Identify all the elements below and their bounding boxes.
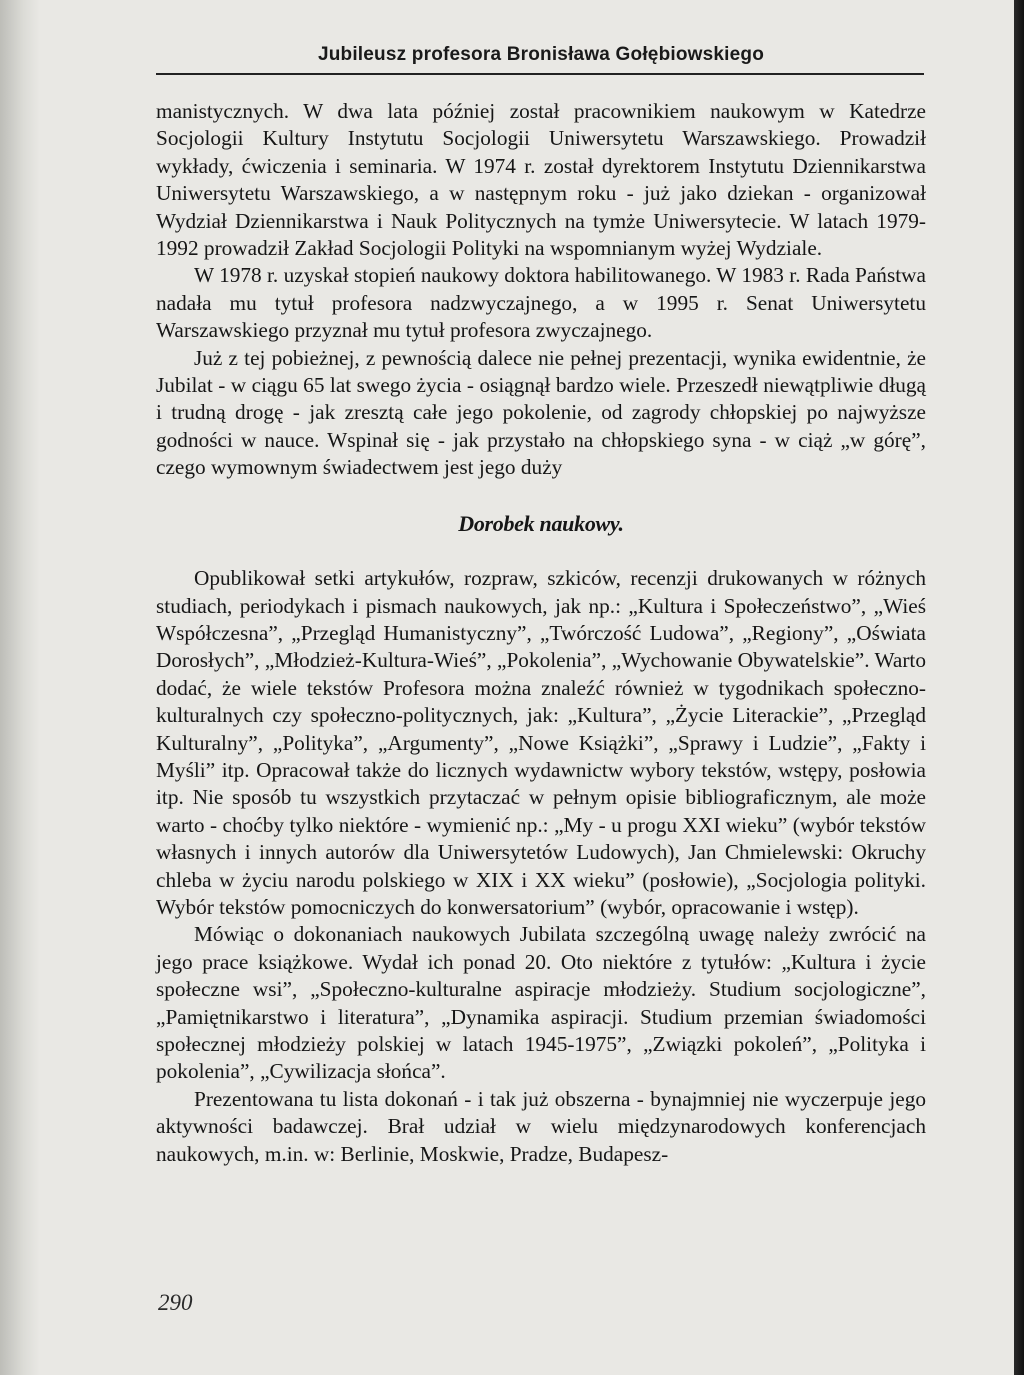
paragraph-6: Prezentowana tu lista dokonań - i tak już obszerna - bynajmniej nie wyczerpuje jego aktywności badawczej. Brał udział w wielu międzynarodowych konferencjach naukowych, m.in. w: Berlinie, Moskwie, Pradze, Budapesz-: [156, 1086, 926, 1166]
paragraph-2: W 1978 r. uzyskał stopień naukowy doktora habilitowanego. W 1983 r. Rada Państwa nadała mu tytuł profesora nadzwyczajnego, a w 1995 r. Senat Uniwersytetu Warszawskiego przyznał mu tytuł profesora zwyczajnego.: [156, 263, 926, 343]
section-heading: Dorobek naukowy.: [458, 510, 624, 536]
paragraph-5: Mówiąc o dokonaniach naukowych Jubilata szczególną uwagę należy zwrócić na jego prace książkowe. Wydał ich ponad 20. Oto niektóre z tytułów: „Kultura i życie społeczne wsi”, „Społeczno-kulturalne aspiracje młodzieży. Studium socjologiczne”, „Pamiętnikarstwo i literatura”, „Dynamika aspiracji. Studium przemian świadomości społecznej młodzieży polskiej w latach 1945-1975”, „Związki pokoleń”, „Polityka i pokolenia”, „Cywilizacja słońca”.: [156, 922, 926, 1084]
scan-border: [1014, 0, 1024, 1375]
page-body: [156, 98, 926, 1168]
page-gutter-shadow: [0, 0, 40, 1375]
header-rule: [156, 73, 924, 75]
paragraph-4: Opublikował setki artykułów, rozpraw, szkiców, recenzji drukowanych w różnych studiach, periodykach i pismach naukowych, jak np.: „Kultura i Społeczeństwo”, „Wieś Współczesna”, „Przegląd Humanistyczny”, „Twórczość Ludowa”, „Regiony”, „Oświata Dorosłych”, „Młodzież-Kultura-Wieś”, „Pokolenia”, „Wychowanie Obywatelskie”. Warto dodać, że wiele tekstów Profesora można znaleźć również w tygodnikach społeczno-kulturalnych czy społeczno-politycznych, jak: „Kultura”, „Życie Literackie”, „Przegląd Kulturalny”, „Polityka”, „Argumenty”, „Nowe Książki”, „Sprawy i Ludzie”, „Fakty i Myśli” itp. Opracował także do licznych wydawnictw wybory tekstów, wstępy, posłowia itp. Nie sposób tu wszystkich przytaczać w pełnym opisie bibliograficznym, ale może warto - choćby tylko niektóre - wymienić np.: „My - u progu XXI wieku” (wybór tekstów własnych i innych autorów dla Uniwersytetów Ludowych), Jan Chmielewski: Okruchy chleba w życiu narodu polskiego w XIX i XX wieku” (posłowie), „Socjologia polityki. Wybór tekstów pomocniczych do konwersatorium” (wybór, opracowanie i wstęp).: [156, 566, 926, 919]
running-header: Jubileusz profesora Bronisława Gołębiowskiego: [317, 44, 765, 65]
paragraph-1: manistycznych. W dwa lata później został pracownikiem naukowym w Katedrze Socjologii Kultury Instytutu Socjologii Uniwersytetu Warszawskiego. Prowadził wykłady, ćwiczenia i seminaria. W 1974 r. został dyrektorem Instytutu Dziennikarstwa Uniwersytetu Warszawskiego, a w następnym roku - już jako dziekan - organizował Wydział Dziennikarstwa i Nauk Politycznych na tymże Uniwersytecie. W latach 1979-1992 prowadził Zakład Socjologii Polityki na wspomnianym wyżej Wydziale.: [156, 99, 926, 261]
page-number: 290: [158, 1290, 193, 1315]
paragraph-3: Już z tej pobieżnej, z pewnością dalece nie pełnej prezentacji, wynika ewidentnie, że Jubilat - w ciągu 65 lat swego życia - osiągnął bardzo wiele. Przeszedł niewątpliwie długą i trudną drogę - jak zresztą całe jego pokolenie, od zagrody chłopskiej po najwyższe godności w nauce. Wspinał się - jak przystało na chłopskiego syna - w ciąż „w górę”, czego wymownym świadectwem jest jego duży: [156, 345, 926, 480]
